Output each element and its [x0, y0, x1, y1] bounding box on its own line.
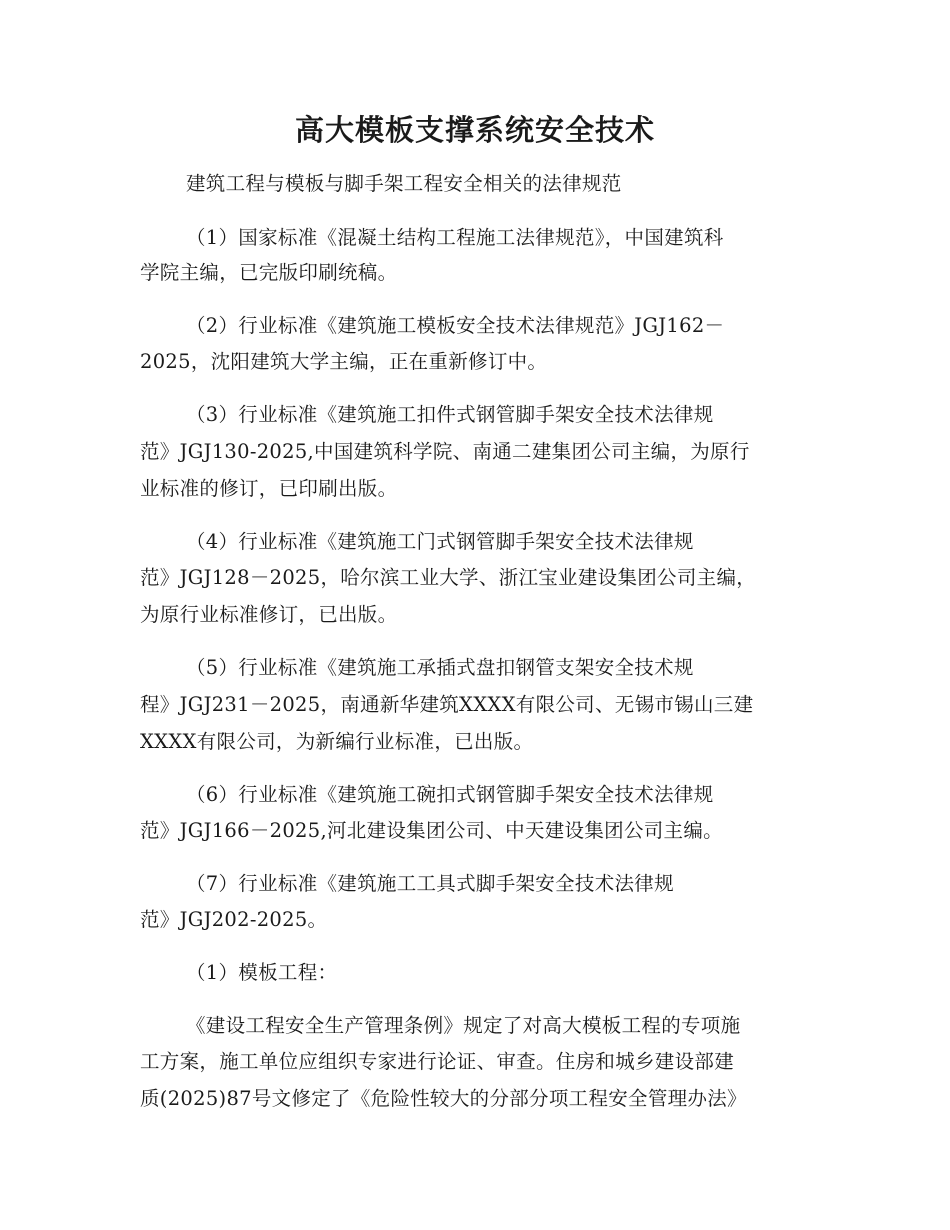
- paragraph-line: （2）行业标准《建筑施工模板安全技术法律规范》JGJ162－: [186, 314, 725, 337]
- paragraph-line: （4）行业标准《建筑施工门式钢管脚手架安全技术法律规: [186, 530, 694, 553]
- paragraph-line: 范》JGJ130-2025,中国建筑科学院、南通二建集团公司主编，为原行: [140, 440, 750, 463]
- paragraph-line: 程》JGJ231－2025，南通新华建筑XXXX有限公司、无锡市锡山三建: [140, 693, 754, 716]
- paragraph-line: 范》JGJ166－2025,河北建设集团公司、中天建设集团公司主编。: [140, 819, 723, 842]
- paragraph-line: 范》JGJ128－2025，哈尔滨工业大学、浙江宝业建设集团公司主编，: [140, 566, 757, 589]
- document-title: 高大模板支撑系统安全技术: [294, 113, 655, 147]
- paragraph-line: 质(2025)87号文修定了《危险性较大的分部分项工程安全管理办法》: [140, 1087, 747, 1110]
- paragraph-line: 业标准的修订，已印刷出版。: [140, 477, 398, 500]
- paragraph-line: （3）行业标准《建筑施工扣件式钢管脚手架安全技术法律规: [186, 403, 714, 426]
- paragraph-line: 2025，沈阳建筑大学主编，正在重新修订中。: [140, 350, 548, 373]
- subtitle: 建筑工程与模板与脚手架工程安全相关的法律规范: [186, 172, 622, 195]
- paragraph-line: 范》JGJ202-2025。: [140, 908, 328, 931]
- section-heading: （1）模板工程：: [186, 961, 338, 984]
- paragraph-line: （6）行业标准《建筑施工碗扣式钢管脚手架安全技术法律规: [186, 783, 714, 806]
- paragraph-line: 为原行业标准修订，已出版。: [140, 603, 398, 626]
- paragraph-line: （7）行业标准《建筑施工工具式脚手架安全技术法律规: [186, 872, 674, 895]
- paragraph-line: （1）国家标准《混凝土结构工程施工法律规范》，中国建筑科: [186, 226, 724, 249]
- paragraph-line: （5）行业标准《建筑施工承插式盘扣钢管支架安全技术规: [186, 656, 694, 679]
- paragraph-line: 工方案，施工单位应组织专家进行论证、审查。住房和城乡建设部建: [140, 1050, 735, 1073]
- paragraph-line: 学院主编，已完版印刷统稿。: [140, 261, 398, 284]
- paragraph-line: XXXX有限公司，为新编行业标准，已出版。: [140, 730, 534, 753]
- paragraph-line: 《建设工程安全生产管理条例》规定了对高大模板工程的专项施: [186, 1014, 741, 1037]
